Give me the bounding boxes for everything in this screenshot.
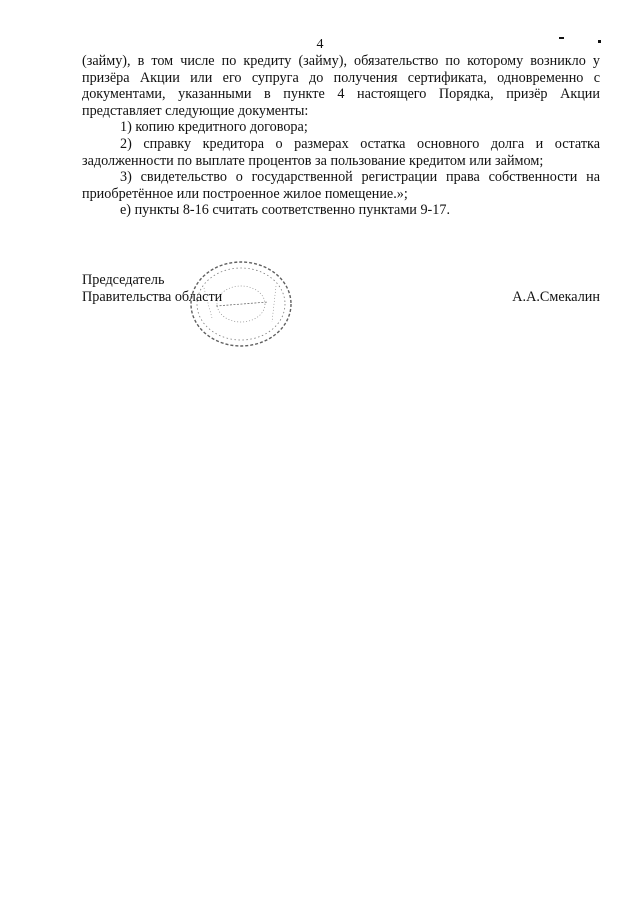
page-number: 4 (316, 37, 324, 52)
scan-mark (598, 40, 601, 43)
signer-name: А.А.Смекалин (512, 289, 600, 305)
document-body (82, 53, 600, 219)
paragraph-item-e: е) пункты 8-16 считать соответственно пунктами 9-17. (120, 202, 450, 219)
paragraph-item-3: 3) свидетельство о государственной регистрации права собственности на приобретённое или построенное жилое помещение.»; (82, 169, 600, 202)
paragraph-item-1: 1) копию кредитного договора; (120, 119, 308, 136)
signature-title (82, 272, 222, 306)
signature-title-line-2: Правительства области (82, 289, 223, 305)
paragraph-item-2: 2) справку кредитора о размерах остатка основного долга и остатка задолженности по выплате процентов за пользование кредитом или займом; (82, 135, 600, 169)
signature-title-line-1: Председатель (82, 272, 165, 288)
scan-mark (559, 37, 564, 39)
paragraph-1: (займу), в том числе по кредиту (займу), обязательство по которому возникло у призёра Акции или его супруга до получения сертификата, одновременно с документами, указанными в пункте 4 настоящего Порядка, призёр Акции представляет следующие документы: (82, 53, 600, 119)
